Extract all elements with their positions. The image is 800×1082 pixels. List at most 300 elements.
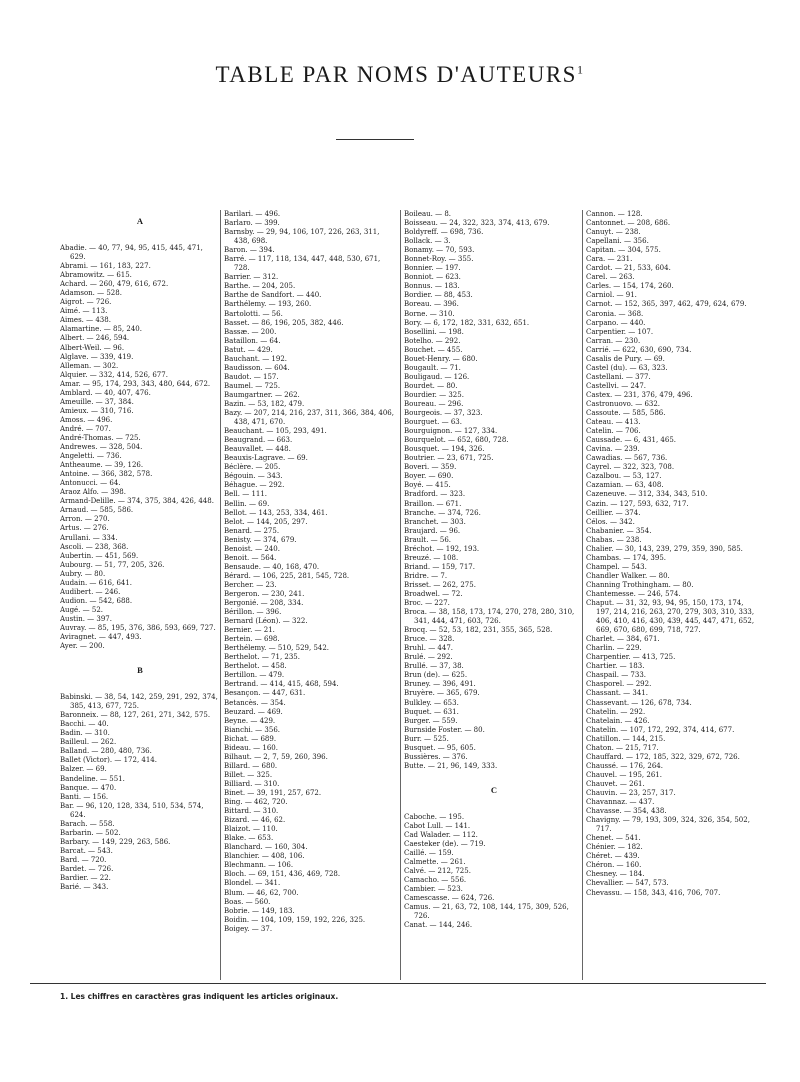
index-entry: Adamson. — 528.: [60, 289, 122, 298]
index-entry: Barré. — 117, 118, 134, 447, 448, 530, 671, 728.: [224, 255, 381, 273]
index-entry: Boutrier. — 23, 671, 725.: [404, 454, 494, 463]
index-entry: Aubourg. — 51, 77, 205, 326.: [60, 560, 165, 569]
index-entry: Caboche. — 195.: [404, 812, 465, 821]
index-entry: Cavina. — 239.: [586, 445, 640, 454]
index-entry: Chéron. — 160.: [586, 861, 642, 870]
index-entry: Angeletti. — 736.: [60, 452, 122, 461]
index-entry: Bazin. — 53, 182, 479.: [224, 399, 305, 408]
index-entry: Aubry. — 80.: [60, 569, 106, 578]
index-entry: Bichat. — 689.: [224, 734, 277, 743]
index-entry: Bandeline. — 551.: [60, 774, 125, 783]
index-entry: Bartolotti. — 56.: [224, 309, 283, 318]
entries-a: [60, 244, 220, 651]
index-entry: Boisseau. — 24, 322, 323, 374, 413, 679.: [404, 219, 550, 228]
index-entry: Alquier. — 332, 414, 526, 677.: [60, 370, 168, 379]
index-entry: Butte. — 21, 96, 149, 333.: [404, 761, 498, 770]
footnote-divider: [30, 983, 766, 984]
title-footnote-mark: 1: [576, 62, 585, 77]
index-entry: Belot. — 144, 205, 297.: [224, 517, 308, 526]
index-entry: Bruyère. — 365, 679.: [404, 689, 480, 698]
index-entry: Bosellini. — 198.: [404, 327, 464, 336]
index-entry: Bonniot. — 623.: [404, 273, 461, 282]
index-entry: Beauxis-Lagrave. — 69.: [224, 454, 308, 463]
index-entry: Berthélemy. — 510, 529, 542.: [224, 644, 330, 653]
index-entry: Bonnier. — 197.: [404, 264, 461, 273]
index-entry: Carel. — 263.: [586, 273, 635, 282]
index-entry: Chasporel. — 292.: [586, 680, 652, 689]
index-entry: Alglave. — 339, 419.: [60, 352, 134, 361]
index-entry: Cantonnet. — 208, 686.: [586, 219, 671, 228]
column-divider: [220, 210, 221, 980]
index-entry: Billard. — 680.: [224, 761, 278, 770]
index-entry: Cambier. — 523.: [404, 885, 463, 894]
index-entry: Bataillon. — 64.: [224, 336, 281, 345]
index-entry: Briand. — 159, 717.: [404, 562, 475, 571]
index-entry: Bougault. — 71.: [404, 363, 461, 372]
index-entry: Beuzard. — 469.: [224, 707, 283, 716]
index-entry: Bardier. — 22.: [60, 874, 111, 883]
index-entry: Aviragnet. — 447, 493.: [60, 633, 142, 642]
index-entry: Bonnet-Roy. — 355.: [404, 255, 474, 264]
index-entry: Babinski. — 38, 54, 142, 259, 291, 292, 374, 385, 413, 677, 725.: [60, 693, 218, 711]
index-entry: Antoine. — 366, 382, 578.: [60, 470, 153, 479]
index-entry: Bilhaut. — 2, 7, 59, 260, 396.: [224, 752, 328, 761]
index-entry: Bruney. — 396, 491.: [404, 680, 476, 689]
index-entry: Balland. — 280, 480, 736.: [60, 747, 152, 756]
index-entry: Bauchant. — 192.: [224, 354, 288, 363]
index-entry: Chaspail. — 733.: [586, 671, 647, 680]
index-entry: Bouchet. — 455.: [404, 345, 463, 354]
index-entry: Araoz Alfo. — 398.: [60, 488, 126, 497]
index-entry: Chauvel. — 195, 261.: [586, 770, 662, 779]
index-entry: Buquet. — 631.: [404, 707, 459, 716]
index-entry: Calvé. — 212, 725.: [404, 867, 471, 876]
index-entry: Cazin. — 127, 593, 632, 717.: [586, 499, 689, 508]
index-entry: Bulkley. — 653.: [404, 698, 459, 707]
index-entry: Casalis de Pury. — 69.: [586, 354, 665, 363]
index-entry: Barthélemy. — 193, 260.: [224, 300, 312, 309]
index-entry: Bertein. — 698.: [224, 635, 280, 644]
index-entry: Célos. — 342.: [586, 517, 635, 526]
index-entry: Blaizot. — 110.: [224, 825, 278, 834]
index-entry: Bellin. — 69.: [224, 499, 270, 508]
index-entry: Ascoli. — 238, 368.: [60, 542, 129, 551]
index-entry: Berthelot. — 458.: [224, 662, 287, 671]
index-entry: Carrié. — 622, 630, 690, 734.: [586, 345, 692, 354]
index-entry: Bouet-Henry. — 680.: [404, 354, 478, 363]
entries-b-cont: [224, 210, 396, 934]
entries-b: [60, 693, 220, 892]
index-entry: Bourgeois. — 37, 323.: [404, 409, 483, 418]
index-entry: Brisset. — 262, 275.: [404, 580, 476, 589]
index-entry: Ameuille. — 37, 384.: [60, 397, 134, 406]
index-entry: Braillon. — 671.: [404, 499, 462, 508]
entries-c: [404, 813, 584, 931]
index-entry: Barnsby. — 29, 94, 106, 107, 226, 263, 311, 438, 698.: [224, 228, 380, 246]
index-entry: Bourguet. — 63.: [404, 418, 462, 427]
index-entry: Blanchard. — 160, 304.: [224, 843, 308, 852]
index-entry: Boureau. — 296.: [404, 399, 464, 408]
index-entry: Caillé. — 159.: [404, 849, 454, 858]
index-entry: Achard. — 260, 479, 616, 672.: [60, 280, 169, 289]
footnote: 1. Les chiffres en caractères gras indiquent les articles originaux.: [60, 992, 339, 1001]
index-entry: Busquet. — 95, 605.: [404, 743, 476, 752]
index-entry: Benisty. — 374, 679.: [224, 535, 297, 544]
index-entry: Besançon. — 447, 631.: [224, 689, 306, 698]
index-entry: Bailleul. — 262.: [60, 738, 117, 747]
index-entry: Charlin. — 229.: [586, 644, 642, 653]
index-entry: Breuzé. — 108.: [404, 553, 459, 562]
index-entry: Chatelain. — 426.: [586, 716, 650, 725]
index-entry: Champel. — 543.: [586, 562, 647, 571]
index-entry: Canat. — 144, 246.: [404, 921, 473, 930]
index-entry: Bercher. — 23.: [224, 580, 277, 589]
title-divider: [336, 139, 414, 140]
index-entry: Caesteker (de). — 719.: [404, 840, 486, 849]
index-entry: Castellvi. — 247.: [586, 381, 647, 390]
index-entry: Barach. — 558.: [60, 819, 115, 828]
index-entry: Bard. — 720.: [60, 855, 107, 864]
index-entry: Cateau. — 413.: [586, 418, 641, 427]
index-entry: Chenet. — 541.: [586, 834, 641, 843]
index-entry: Bussières. — 376.: [404, 752, 468, 761]
index-entry: Chesney. — 184.: [586, 870, 645, 879]
index-entry: Carpano. — 440.: [586, 318, 646, 327]
index-entry: Bertillon. — 479.: [224, 671, 285, 680]
index-entry: Branchet. — 303.: [404, 517, 466, 526]
index-entry: Carniol. — 91.: [586, 291, 637, 300]
index-entry: Burr. — 525.: [404, 734, 449, 743]
index-entry: Boldyreff. — 698, 736.: [404, 228, 484, 237]
index-entry: Chalier. — 30, 143, 239, 279, 359, 390, 585.: [586, 544, 743, 553]
page-title: [0, 62, 800, 88]
index-entry: Boigey. — 37.: [224, 924, 273, 933]
index-entry: Chabas. — 238.: [586, 535, 642, 544]
index-entry: Andrewes. — 328, 504.: [60, 443, 143, 452]
index-entry: Burnside Foster. — 80.: [404, 725, 485, 734]
index-entry: Bensaude. — 40, 168, 470.: [224, 562, 320, 571]
index-entry: Chassant. — 341.: [586, 689, 648, 698]
index-entry: Abadie. — 40, 77, 94, 95, 415, 445, 471, 629.: [60, 244, 203, 262]
index-entry: Braujard. — 96.: [404, 526, 461, 535]
index-entry: Batut. — 429.: [224, 345, 273, 354]
index-entry: Chandler Walker. — 80.: [586, 571, 670, 580]
index-entry: Amblard. — 40, 407, 476.: [60, 388, 151, 397]
index-entry: Bonamy. — 70, 593.: [404, 246, 475, 255]
index-entry: Boyer. — 690.: [404, 472, 454, 481]
index-entry: Boileau. — 8.: [404, 210, 452, 218]
index-entry: Arnaud. — 585, 586.: [60, 506, 134, 515]
index-entry: Albert. — 246, 594.: [60, 334, 130, 343]
index-entry: Benoist. — 240.: [224, 544, 280, 553]
index-entry: Beyne. — 429.: [224, 716, 276, 725]
index-entry: Bar. — 96, 120, 128, 334, 510, 534, 574, 624.: [60, 801, 204, 819]
entries-c-cont: [586, 210, 756, 898]
index-entry: Boas. — 560.: [224, 897, 271, 906]
index-entry: Chaton. — 215, 717.: [586, 743, 659, 752]
index-entry: Aimes. — 438.: [60, 316, 111, 325]
index-entry: Bittard. — 310.: [224, 807, 279, 816]
index-entry: Bouligaud. — 126.: [404, 372, 470, 381]
index-entry: Capellani. — 356.: [586, 237, 649, 246]
index-entry: Bardet. — 726.: [60, 865, 114, 873]
index-entry: Chambas. — 174, 395.: [586, 553, 666, 562]
index-entry: Channing Trothingham. — 80.: [586, 580, 694, 589]
index-entry: André-Thomas. — 725.: [60, 433, 141, 442]
index-entry: Brault. — 56.: [404, 535, 452, 544]
index-entry: Broca. — 38, 158, 173, 174, 270, 278, 280, 310, 341, 444, 471, 603, 726.: [404, 608, 575, 626]
index-entry: Bégouin. — 343.: [224, 472, 283, 481]
index-entry: Amieux. — 310, 716.: [60, 406, 134, 415]
index-entry: André. — 707.: [60, 424, 111, 433]
index-entry: Billiard. — 310.: [224, 779, 280, 788]
entries-b-end: [404, 210, 584, 771]
index-entry: Aigrot. — 726.: [60, 298, 112, 307]
index-entry: Castronuovo. — 632.: [586, 399, 661, 408]
index-entry: Bobrie. — 149, 183.: [224, 906, 295, 915]
index-entry: Bergonié. — 208, 334.: [224, 599, 304, 608]
index-entry: Baronneix. — 88, 127, 261, 271, 342, 575.: [60, 711, 211, 720]
index-entry: Audain. — 616, 641.: [60, 578, 133, 587]
index-entry: Barthe de Sandfort. — 440.: [224, 291, 322, 300]
index-entry: Barrier. — 312.: [224, 273, 279, 282]
index-entry: Broc. — 227.: [404, 599, 450, 608]
index-entry: Antonucci. — 64.: [60, 479, 121, 488]
index-entry: Béhague. — 292.: [224, 481, 285, 490]
index-entry: Cad Walader. — 112.: [404, 831, 478, 839]
index-entry: Bonnus. — 183.: [404, 282, 460, 291]
index-entry: Bergeron. — 230, 241.: [224, 589, 305, 598]
index-entry: Armand-Delille. — 374, 375, 384, 426, 448.: [60, 497, 214, 506]
index-entry: Carnot. — 152, 365, 397, 462, 479, 624, 679.: [586, 300, 747, 309]
index-entry: Bordier. — 88, 453.: [404, 291, 473, 300]
index-entry: Abramowitz. — 615.: [60, 271, 132, 280]
index-entry: Brullé. — 37, 38.: [404, 662, 464, 671]
index-entry: Blanchier. — 408, 106.: [224, 852, 305, 861]
index-entry: Arron. — 270.: [60, 515, 110, 524]
index-entry: Cannon. — 128.: [586, 210, 643, 218]
index-entry: Carles. — 154, 174, 260.: [586, 282, 674, 291]
index-entry: Arullani. — 334.: [60, 533, 118, 542]
index-entry: Calmette. — 261.: [404, 858, 466, 867]
index-entry: Bertrand. — 414, 415, 468, 594.: [224, 680, 339, 689]
index-entry: Auvray. — 85, 195, 376, 386, 593, 669, 727.: [60, 623, 216, 632]
index-entry: Cayrel. — 322, 323, 708.: [586, 463, 675, 472]
index-entry: Camus. — 21, 63, 72, 108, 144, 175, 309, 526, 726.: [404, 903, 569, 921]
index-entry: Beaugrand. — 663.: [224, 436, 293, 445]
index-entry: Chauffard. — 172, 185, 322, 329, 672, 726.: [586, 752, 740, 761]
index-entry: Caronia. — 368.: [586, 309, 644, 318]
index-entry: Binet. — 39, 191, 257, 672.: [224, 789, 322, 797]
index-entry: Bousquet. — 194, 326.: [404, 445, 485, 454]
index-entry: Chavannaz. — 437.: [586, 798, 655, 807]
index-entry: Boveri. — 359.: [404, 463, 457, 472]
index-entry: Bloch. — 69, 151, 436, 469, 728.: [224, 870, 341, 879]
index-entry: Barié. — 343.: [60, 883, 109, 892]
index-entry: Béclère. — 205.: [224, 463, 281, 472]
index-entry: Cazalbou. — 53, 127.: [586, 472, 662, 481]
index-entry: Chatelin. — 292.: [586, 707, 646, 716]
index-entry: Botelho. — 292.: [404, 336, 461, 345]
index-entry: Cardot. — 21, 533, 604.: [586, 264, 671, 273]
index-entry: Balzer. — 69.: [60, 765, 107, 774]
index-entry: Chauvin. — 23, 257, 317.: [586, 789, 676, 797]
index-entry: Amoss. — 496.: [60, 415, 113, 424]
index-entry: Antheaume. — 39, 126.: [60, 461, 144, 470]
index-entry: Abrami. — 161, 183, 227.: [60, 262, 151, 271]
index-entry: Chassevant. — 126, 678, 734.: [586, 698, 692, 707]
index-entry: Charpentier. — 413, 725.: [586, 653, 676, 662]
column-divider: [400, 210, 401, 980]
section-heading-a: A: [136, 216, 144, 226]
index-entry: Bourquelot. — 652, 680, 728.: [404, 436, 509, 445]
index-entry: Bourdet. — 80.: [404, 381, 458, 390]
index-entry: Amar. — 95, 174, 293, 343, 480, 644, 672.: [60, 379, 211, 388]
section-heading-b: B: [137, 665, 143, 676]
index-entry: Billet. — 325.: [224, 770, 273, 779]
index-entry: Banti. — 156.: [60, 792, 109, 801]
index-entry: Capitan. — 304, 575.: [586, 246, 661, 255]
index-entry: Ceillier. — 374.: [586, 508, 641, 517]
index-entry: Bernard (Léon). — 322.: [224, 617, 308, 626]
index-entry: Castellani. — 377.: [586, 372, 651, 381]
index-entry: Castel (du). — 63, 323.: [586, 363, 668, 372]
index-entry: Bory. — 6, 172, 182, 331, 632, 651.: [404, 318, 530, 327]
index-entry: Bazy. — 207, 214, 216, 237, 311, 366, 384, 406, 438, 471, 670.: [224, 409, 394, 427]
index-entry: Benard. — 275.: [224, 526, 280, 535]
index-entry: Bacchi. — 40.: [60, 720, 109, 729]
index-entry: Baudot. — 157.: [224, 372, 279, 381]
index-entry: Cazeneuve. — 312, 334, 343, 510.: [586, 490, 708, 499]
index-entry: Bassæ. — 200.: [224, 327, 277, 336]
index-entry: Cawadias. — 567, 736.: [586, 454, 668, 463]
index-entry: Albert-Weil. — 96.: [60, 343, 125, 352]
index-entry: Carran. — 230.: [586, 336, 641, 345]
index-entry: Bianchi. — 356.: [224, 725, 280, 734]
index-entry: Berthelot. — 71, 235.: [224, 653, 300, 662]
index-entry: Caussade. — 6, 431, 465.: [586, 436, 676, 445]
index-entry: Beauchant. — 105, 293, 491.: [224, 427, 327, 436]
index-entry: Baudisson. — 604.: [224, 363, 290, 372]
index-entry: Bérard. — 106, 225, 281, 545, 728.: [224, 571, 350, 580]
index-entry: Barbary. — 149, 229, 263, 586.: [60, 837, 171, 846]
index-entry: Broadwel. — 72.: [404, 589, 463, 598]
index-entry: Betancès. — 354.: [224, 698, 286, 707]
index-entry: Blechmann. — 106.: [224, 861, 294, 870]
index-entry: Alamartine. — 85, 240.: [60, 325, 142, 334]
index-entry: Blondel. — 341.: [224, 879, 281, 888]
index-entry: Aimé. — 113.: [60, 307, 108, 316]
index-entry: Chartier. — 183.: [586, 662, 645, 671]
index-entry: Badin. — 310.: [60, 729, 110, 738]
index-columns: [0, 210, 800, 980]
index-entry: Barthe. — 204, 205.: [224, 282, 296, 291]
index-entry: Austin. — 397.: [60, 614, 112, 623]
index-entry: Barbarin. — 502.: [60, 828, 121, 837]
index-entry: Bing. — 462, 720.: [224, 798, 288, 807]
column-3: [404, 210, 584, 980]
index-entry: Carpentier. — 107.: [586, 327, 654, 336]
index-entry: Baron. — 394.: [224, 246, 275, 255]
index-entry: Bernier. — 21.: [224, 626, 275, 635]
index-entry: Borne. — 310.: [404, 309, 455, 318]
index-entry: Chénier. — 182.: [586, 843, 643, 852]
index-entry: Boidin. — 104, 109, 159, 192, 226, 325.: [224, 915, 366, 924]
index-entry: Bourdier. — 325.: [404, 390, 464, 399]
index-entry: Chaput. — 31, 32, 93, 94, 95, 150, 173, 174, 197, 214, 216, 263, 270, 279, 303, 310, 333, 406, 410, 416, 430, 439, 445, 447, 471, 652, 669, 670, 680, 699, 718, 727.: [586, 599, 755, 635]
index-entry: Branche. — 374, 726.: [404, 508, 481, 517]
index-entry: Banque. — 470.: [60, 783, 117, 792]
index-entry: Brun (de). — 625.: [404, 671, 468, 680]
index-entry: Augé. — 52.: [60, 605, 103, 614]
index-entry: Cassoute. — 585, 586.: [586, 409, 666, 418]
index-entry: Cabot Lull. — 141.: [404, 821, 471, 830]
index-entry: Cara. — 231.: [586, 255, 633, 264]
index-entry: Bollack. — 3.: [404, 237, 451, 246]
index-entry: Camacho. — 556.: [404, 876, 467, 885]
index-entry: Baumgartner. — 262.: [224, 390, 300, 399]
index-entry: Barlaro. — 399.: [224, 219, 280, 228]
index-entry: Beauvallet. — 448.: [224, 445, 291, 454]
index-entry: Chantemesse. — 246, 574.: [586, 589, 681, 598]
index-entry: Cazamian. — 63, 408.: [586, 481, 664, 490]
index-entry: Brulé. — 292.: [404, 653, 453, 662]
index-entry: Chaussé. — 176, 264.: [586, 761, 663, 770]
section-heading-c: C: [490, 784, 498, 795]
index-entry: Brocq. — 52, 53, 182, 231, 355, 365, 528.: [404, 626, 553, 635]
index-entry: Chevassu. — 158, 343, 416, 706, 707.: [586, 888, 721, 897]
index-entry: Bellot. — 143, 253, 334, 461.: [224, 508, 328, 517]
index-entry: Audion. — 542, 688.: [60, 596, 133, 605]
index-entry: Bourguignon. — 127, 334.: [404, 427, 498, 436]
index-entry: Bradford. — 323.: [404, 490, 466, 499]
index-entry: Boyé. — 415.: [404, 481, 451, 490]
index-entry: Chatelin. — 107, 172, 292, 374, 414, 677.: [586, 725, 735, 734]
index-entry: Chabanier. — 354.: [586, 526, 652, 535]
index-entry: Chéret. — 439.: [586, 852, 640, 861]
index-entry: Chauvet. — 261.: [586, 779, 645, 788]
index-entry: Benoit. — 564.: [224, 553, 277, 562]
index-entry: Baumel. — 725.: [224, 381, 281, 390]
title-text: TABLE PAR NOMS D'AUTEURS: [215, 62, 577, 87]
index-entry: Alleman. — 302.: [60, 361, 119, 370]
index-entry: Audibert. — 246.: [60, 587, 121, 596]
index-entry: Bridre. — 7.: [404, 571, 448, 580]
index-entry: Barcat. — 543.: [60, 846, 113, 855]
index-entry: Chavigny. — 79, 193, 309, 324, 326, 354, 502, 717.: [586, 816, 750, 834]
index-entry: Bruce. — 328.: [404, 635, 455, 644]
index-entry: Catelin. — 706.: [586, 427, 641, 436]
index-entry: Aubertin. — 451, 569.: [60, 551, 139, 560]
index-entry: Castex. — 231, 376, 479, 496.: [586, 390, 693, 399]
index-entry: Ballet (Victor). — 172, 414.: [60, 756, 157, 765]
column-4: [586, 210, 756, 980]
index-entry: Barilari. — 496.: [224, 210, 281, 218]
index-entry: Charlet. — 384, 671.: [586, 635, 660, 644]
index-entry: Chatillon. — 144, 215.: [586, 734, 666, 743]
index-entry: Blake. — 653.: [224, 834, 274, 843]
index-entry: Bideau. — 160.: [224, 743, 278, 752]
index-entry: Canuyt. — 238.: [586, 228, 641, 237]
index-entry: Bizard. — 46, 62.: [224, 816, 286, 825]
index-entry: Bérillon. — 396.: [224, 608, 282, 617]
index-entry: Chavasse. — 354, 438.: [586, 807, 667, 816]
column-1: [60, 210, 220, 980]
index-entry: Chevallier. — 547, 573.: [586, 879, 669, 888]
index-entry: Ayer. — 200.: [60, 642, 105, 651]
index-entry: Burger. — 559.: [404, 716, 458, 725]
column-2: [224, 210, 396, 980]
